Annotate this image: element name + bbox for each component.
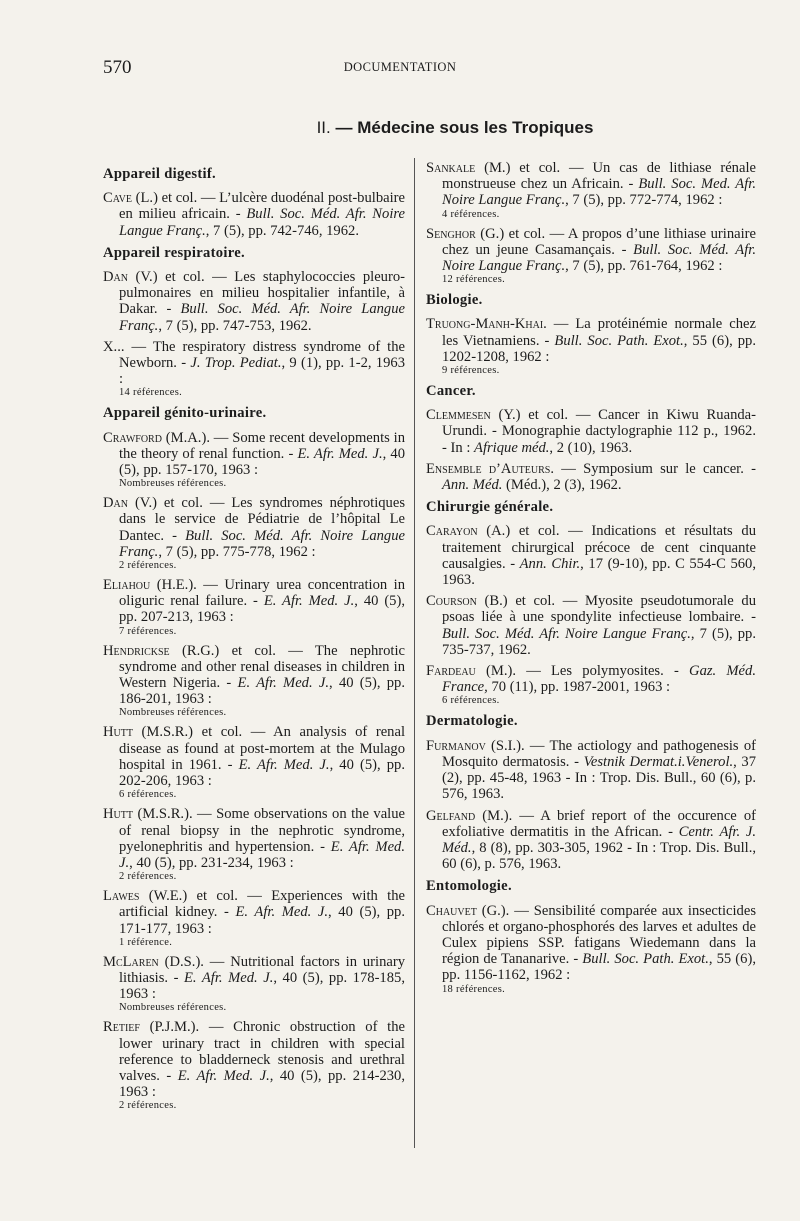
entry-description: (B.) et col. — Myosite pseudotumorale du psoas liée à une spondylite infectieuse lombaire. - bbox=[442, 593, 756, 626]
entry-description: (M.S.R.) et col. — An analysis of renal disease as found at post-mortem at the Mulago hospital in 1961. - bbox=[119, 724, 405, 773]
entry-details: , 40 (5), pp. 178-185, 1963 : bbox=[119, 969, 405, 1003]
entry-description: (W.E.) et col. — Experiences with the artificial kidney. - bbox=[119, 888, 405, 921]
entry-author: Clemmesen bbox=[426, 407, 491, 424]
page-header bbox=[0, 57, 800, 81]
entry-description: (V.) et col. — Les staphylococcies pleuro-pulmonaires en milieu hospitalier infantile, à Dakar. - bbox=[119, 269, 405, 318]
entry-author: Cave bbox=[103, 190, 132, 207]
entry-details: , 7 (5), pp. 747-753, 1962. bbox=[158, 317, 312, 334]
entry-citation: Afrique méd. bbox=[474, 439, 550, 456]
entry-description: . — Symposium sur le cancer. - bbox=[550, 460, 756, 477]
entry-references: Nombreuses références. bbox=[119, 478, 227, 490]
bibliography-entry bbox=[426, 160, 756, 221]
section-title-text: Médecine sous les Tropiques bbox=[357, 118, 594, 137]
entry-author: Crawford bbox=[103, 429, 162, 446]
bibliography-entry bbox=[103, 190, 405, 239]
bibliography-entry bbox=[103, 577, 405, 638]
entry-references: 7 références. bbox=[119, 625, 177, 637]
entry-text bbox=[426, 316, 756, 365]
bibliography-entry bbox=[103, 1019, 405, 1112]
section-heading: Appareil génito-urinaire. bbox=[103, 405, 267, 422]
bibliography-entry bbox=[103, 269, 405, 334]
entry-text bbox=[103, 643, 405, 708]
section-heading: Appareil digestif. bbox=[103, 166, 216, 182]
entry-citation: Bull. Soc. Méd. Afr. Noire Langue Franç. bbox=[119, 301, 405, 334]
entry-author: Sankale bbox=[426, 160, 476, 176]
entry-citation: Gaz. Méd. France, bbox=[442, 663, 756, 696]
entry-text bbox=[103, 430, 405, 479]
bibliography-entry bbox=[426, 226, 756, 287]
entry-description: . — La protéinémie normale chez les Vietnamiens. - bbox=[442, 316, 756, 349]
bibliography-entry bbox=[103, 724, 405, 801]
entry-text bbox=[103, 190, 405, 239]
bibliography-entry bbox=[103, 888, 405, 949]
entry-description: (A.) et col. — Indications et résultats du traitement chirurgical précoce de cent cinquante causalgies. - bbox=[442, 523, 756, 572]
entry-references: Nombreuses références. bbox=[119, 707, 227, 719]
entry-citation: Bull. Soc. Méd. Afr. Noire Langue Franç. bbox=[119, 206, 405, 239]
entry-citation: Bull. Soc. Méd. Afr. Noire Langue Franç. bbox=[119, 527, 405, 560]
bibliography-entry bbox=[103, 339, 405, 400]
bibliography-entry bbox=[426, 523, 756, 588]
entry-citation: E. Afr. Med. J. bbox=[297, 445, 383, 462]
entry-description: (M.) et col. — Un cas de lithiase rénale monstrueuse chez un Africain. - bbox=[442, 160, 756, 193]
entry-details: , 7 (5), pp. 775-778, 1962 : bbox=[158, 543, 316, 560]
bibliography-entry bbox=[426, 808, 756, 873]
entry-references: 12 références. bbox=[442, 274, 506, 286]
entry-text bbox=[426, 738, 756, 803]
bibliography-entry bbox=[426, 593, 756, 658]
bibliography-entry bbox=[426, 407, 756, 456]
entry-references: 4 références. bbox=[442, 208, 500, 220]
entry-details: , 40 (5), pp. 171-177, 1963 : bbox=[119, 904, 405, 937]
entry-citation: E. Afr. Med. J. bbox=[235, 904, 329, 921]
entry-text bbox=[426, 593, 756, 658]
entry-references: 18 références. bbox=[442, 983, 506, 995]
entry-author: Truong-Manh-Khai bbox=[426, 316, 544, 333]
entry-author: Hutt bbox=[103, 724, 133, 741]
entry-text bbox=[103, 806, 405, 871]
entry-author: X... bbox=[103, 338, 125, 355]
entry-details: , 55 (6), pp. 1202-1208, 1962 : bbox=[442, 332, 756, 365]
entry-text bbox=[426, 461, 756, 493]
entry-author: Senghor bbox=[426, 225, 476, 242]
section-dash: — bbox=[335, 118, 353, 137]
bibliography-entry bbox=[426, 461, 756, 493]
section-number: II. bbox=[316, 118, 331, 137]
entry-references: 9 références. bbox=[442, 365, 500, 377]
entry-description: (G.) et col. — A propos d’une lithiase urinaire chez un jeune Casamançais. - bbox=[442, 225, 756, 258]
entry-details: , 2 (10), 1963. bbox=[549, 439, 633, 456]
entry-citation: Bull. Soc. Méd. Afr. Noire Langue Franç. bbox=[442, 241, 756, 275]
section-heading: Biologie. bbox=[426, 292, 483, 309]
entry-citation: E. Afr. Med. J. bbox=[237, 675, 330, 692]
entry-description: — The respiratory distress syndrome of the Newborn. - bbox=[119, 338, 405, 372]
entry-citation: E. Afr. Med. J. bbox=[177, 1067, 270, 1084]
entry-details: , 9 (1), pp. 1-2, 1963 : bbox=[119, 355, 405, 388]
section-heading: Chirurgie générale. bbox=[426, 499, 554, 516]
bibliography-entry bbox=[426, 663, 756, 707]
entry-citation: J. Trop. Pediat. bbox=[190, 355, 282, 372]
section-title bbox=[0, 118, 800, 138]
entry-references: 1 référence. bbox=[119, 936, 173, 948]
entry-details: , 37 (2), pp. 45-48, 1963 - In : Trop. Dis. Bull., 60 (6), p. 576, 1963. bbox=[442, 753, 757, 803]
entry-text bbox=[426, 903, 756, 984]
entry-references: 14 références. bbox=[119, 387, 183, 399]
right-column bbox=[426, 160, 756, 1001]
entry-author: Gelfand bbox=[426, 807, 476, 824]
bibliography-entry bbox=[103, 495, 405, 572]
page-number: 570 bbox=[103, 57, 132, 78]
entry-description: (R.G.) et col. — The nephrotic syndrome and other renal diseases in children in Western Nigeria. - bbox=[119, 642, 405, 692]
section-heading: Dermatologie. bbox=[426, 713, 518, 730]
column-divider bbox=[414, 158, 415, 1148]
entry-description: (M.S.R.). — Some observations on the value of renal biopsy in the nephrotic syndrome, pyelonephritis and hypertension. - bbox=[119, 806, 405, 855]
entry-text bbox=[103, 577, 405, 626]
entry-author: Dan bbox=[103, 269, 128, 286]
entry-references: 2 références. bbox=[119, 871, 177, 883]
entry-citation: E. Afr. Med. J. bbox=[238, 756, 330, 773]
entry-description: (M.). — Les polymyosites. - bbox=[475, 663, 690, 680]
entry-text bbox=[103, 888, 405, 937]
entry-details: , 55 (6), pp. 1156-1162, 1962 : bbox=[442, 951, 756, 984]
entry-details: , 40 (5), pp. 207-213, 1963 : bbox=[119, 593, 405, 626]
section-heading: Cancer. bbox=[426, 383, 476, 400]
entry-details: , 7 (5), pp. 761-764, 1962 : bbox=[565, 258, 723, 275]
entry-text bbox=[103, 339, 405, 388]
entry-details: , 40 (5), pp. 202-206, 1963 : bbox=[119, 756, 405, 790]
entry-details: , 7 (5), pp. 772-774, 1962 : bbox=[565, 192, 723, 209]
entry-text bbox=[426, 226, 756, 275]
entry-citation: E. Afr. Med. J. bbox=[184, 969, 274, 986]
section-heading: Entomologie. bbox=[426, 878, 512, 895]
entry-text bbox=[103, 1019, 405, 1100]
bibliography-entry bbox=[103, 430, 405, 491]
entry-author: Hutt bbox=[103, 806, 133, 823]
entry-citation: Ann. Chir. bbox=[519, 555, 581, 572]
entry-text bbox=[426, 663, 756, 695]
entry-text bbox=[103, 954, 405, 1003]
entry-description: (H.E.). — Urinary urea concentration in oliguric renal failure. - bbox=[119, 577, 405, 610]
entry-citation: Bull. Soc. Path. Exot. bbox=[554, 332, 684, 349]
bibliography-entry bbox=[103, 806, 405, 883]
entry-text bbox=[103, 495, 405, 560]
entry-author: McLaren bbox=[103, 953, 159, 970]
left-column bbox=[103, 160, 405, 1117]
entry-details: , 40 (5), pp. 157-170, 1963 : bbox=[119, 445, 405, 479]
section-heading: Appareil respiratoire. bbox=[103, 244, 245, 261]
entry-references: 6 références. bbox=[442, 695, 500, 707]
entry-author: Dan bbox=[103, 495, 128, 512]
entry-references: 2 références. bbox=[119, 1100, 177, 1112]
entry-citation: Centr. Afr. J. Méd. bbox=[442, 823, 756, 856]
entry-details: , 8 (8), pp. 303-305, 1962 - In : Trop. Dis. Bull., 60 (6), p. 576, 1963. bbox=[442, 839, 756, 873]
entry-description: (G.). — Sensibilité comparée aux insecticides chlorés et organo-phosphorés des larves et adultes de Culex pipiens SSP. fatigans Wiedemann dans la région de Tananarive. - bbox=[442, 902, 756, 968]
entry-details: , 40 (5), pp. 214-230, 1963 : bbox=[119, 1067, 405, 1101]
entry-author: Chauvet bbox=[426, 902, 477, 919]
entry-author: Carayon bbox=[426, 523, 478, 540]
entry-author: Hendrickse bbox=[103, 642, 170, 659]
bibliography-entry bbox=[426, 903, 756, 996]
entry-text bbox=[103, 269, 405, 334]
entry-description: (V.) et col. — Les syndromes néphrotiques dans le service de Pédiatrie de l’hôpital Le Dantec. - bbox=[119, 495, 405, 544]
entry-details: , 17 (9-10), pp. C 554-C 560, 1963. bbox=[442, 555, 756, 589]
entry-details: , 7 (5), pp. 735-737, 1962. bbox=[442, 625, 756, 658]
entry-details: , 7 (5), pp. 742-746, 1962. bbox=[205, 222, 359, 239]
entry-text bbox=[103, 724, 405, 789]
entry-description: (D.S.). — Nutritional factors in urinary lithiasis. - bbox=[119, 953, 405, 986]
entry-description: (M.). — A brief report of the occurence of exfoliative dermatitis in the African. - bbox=[442, 807, 756, 840]
entry-description: (Y.) et col. — Cancer in Kiwu Ruanda-Urundi. - Monographie dactylographie 112 p., 1962. - In : bbox=[442, 407, 756, 456]
entry-details: 70 (11), pp. 1987-2001, 1963 : bbox=[487, 679, 671, 696]
entry-details: , 40 (5), pp. 231-234, 1963 : bbox=[129, 854, 294, 871]
entry-citation: Vestnik Dermat.i.Venerol. bbox=[583, 753, 734, 770]
entry-author: Courson bbox=[426, 593, 477, 610]
entry-description: (S.I.). — The actiology and pathogenesis of Mosquito dermatosis. - bbox=[442, 737, 756, 770]
entry-author: Fardeau bbox=[426, 663, 476, 680]
running-head: DOCUMENTATION bbox=[343, 60, 457, 74]
entry-citation: Bull. Soc. Path. Exot. bbox=[582, 951, 709, 968]
entry-references: 6 références. bbox=[119, 789, 177, 801]
entry-references: 2 références. bbox=[119, 560, 177, 572]
entry-description: (P.J.M.). — Chronic obstruction of the lower urinary tract in children with special reference to bladderneck stenosis and urethral valves. - bbox=[119, 1019, 405, 1084]
entry-author: Furmanov bbox=[426, 737, 486, 754]
entry-text bbox=[426, 523, 756, 588]
entry-citation: Ann. Méd. bbox=[442, 477, 503, 494]
entry-text bbox=[426, 160, 756, 209]
bibliography-entry bbox=[103, 643, 405, 720]
entry-citation: Bull. Soc. Méd. Afr. Noire Langue Franç. bbox=[442, 625, 691, 642]
entry-author: Ensemble d’Auteurs bbox=[426, 460, 551, 477]
bibliography-entry bbox=[426, 316, 756, 377]
entry-citation: E. Afr. Med. J. bbox=[263, 593, 355, 610]
entry-text bbox=[426, 407, 756, 456]
entry-text bbox=[426, 808, 756, 873]
entry-details: (Méd.), 2 (3), 1962. bbox=[502, 477, 622, 494]
entry-citation: Bull. Soc. Med. Afr. Noire Langue Franç. bbox=[442, 176, 756, 209]
entry-citation: E. Afr. Med. J. bbox=[119, 838, 405, 871]
entry-description: (M.A.). — Some recent developments in the theory of renal function. - bbox=[119, 429, 405, 462]
entry-author: Retief bbox=[103, 1019, 140, 1036]
entry-author: Lawes bbox=[103, 888, 140, 905]
entry-description: (L.) et col. — L’ulcère duodénal post-bulbaire en milieu africain. - bbox=[119, 190, 405, 223]
bibliography-entry bbox=[426, 738, 756, 803]
entry-references: Nombreuses références. bbox=[119, 1002, 227, 1014]
entry-author: Eliahou bbox=[103, 577, 151, 594]
entry-details: , 40 (5), pp. 186-201, 1963 : bbox=[119, 675, 405, 708]
bibliography-entry bbox=[103, 954, 405, 1015]
